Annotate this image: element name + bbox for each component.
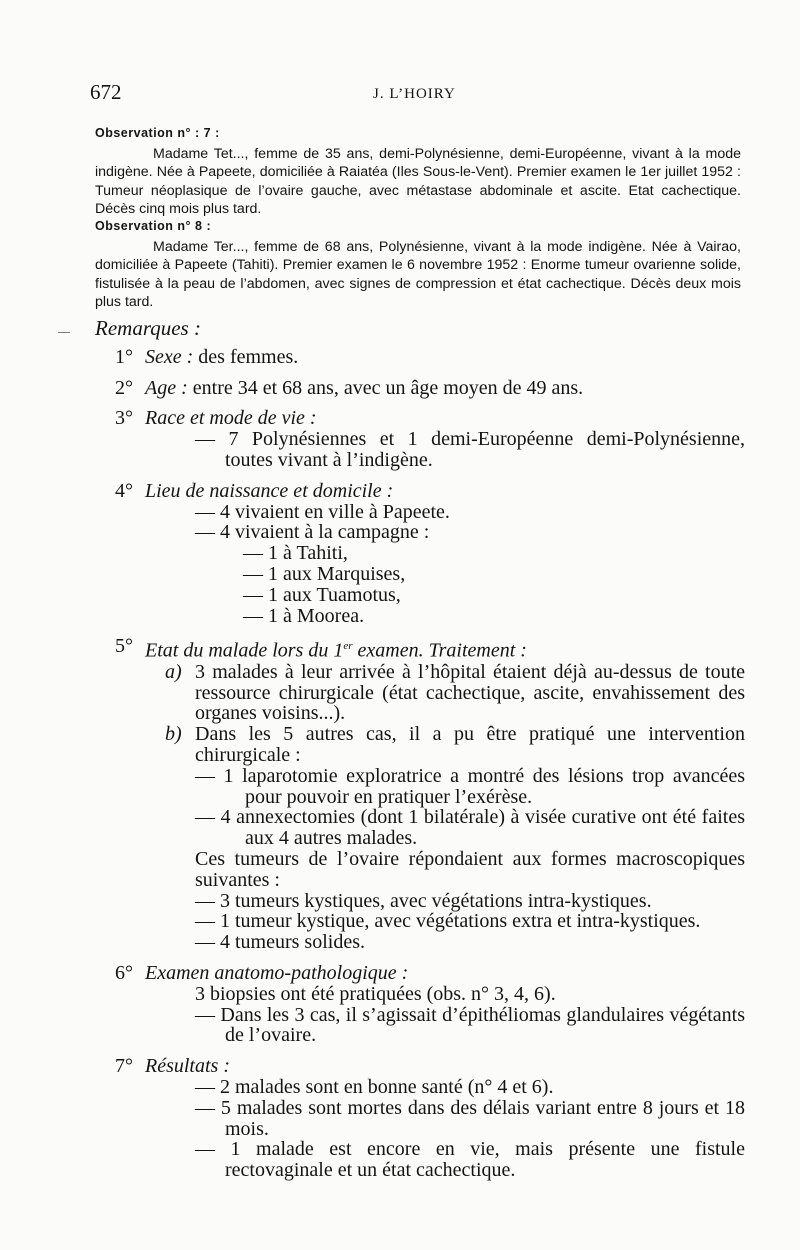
- subitem-label: a): [165, 660, 182, 683]
- observation-text: Madame Tet..., femme de 35 ans, demi-Polynésienne, demi-Européenne, vivant à la mode indigène. Née à Papeete, domiciliée à Raiatéa (Iles Sous-le-Vent). Premier examen le 1er juillet 1952 : Tumeur néoplasique de l’ovaire gauche, avec métastase abdominale et ascite. Etat cachectique. Décès cinq mois plus tard.: [95, 145, 741, 217]
- subitem-a: [115, 662, 745, 724]
- form-line: — 4 tumeurs solides.: [195, 931, 365, 954]
- subitem-label: b): [165, 723, 182, 746]
- item-number: 7°: [115, 1055, 133, 1078]
- item-title: Résultats :: [145, 1055, 230, 1078]
- remarques-heading: Remarques :: [95, 316, 201, 340]
- item-age: [95, 378, 745, 399]
- item-title: Sexe :: [145, 345, 194, 368]
- forms-intro: Ces tumeurs de l’ovaire répondaient aux formes macroscopiques suivantes :: [195, 847, 745, 891]
- observation-8: [95, 217, 741, 312]
- item-subline: — 1 aux Marquises,: [243, 562, 406, 585]
- item-number: 2°: [115, 376, 133, 399]
- subitem-line: — 4 annexectomies (dont 1 bilatérale) à visée curative ont été faites aux 4 autres malades.: [195, 806, 745, 850]
- item-title: Race et mode de vie :: [145, 407, 317, 430]
- form-line: — 1 tumeur kystique, avec végétations extra et intra-kystiques.: [195, 910, 701, 933]
- observation-title: Observation n° 8 :: [95, 219, 212, 233]
- subitem-line: — 1 laparotomie exploratrice a montré des lésions trop avancées pour pouvoir en pratiquer l’exérèse.: [195, 764, 745, 808]
- item-lieu: [95, 481, 745, 627]
- item-line: — 4 vivaient en ville à Papeete.: [195, 500, 450, 523]
- item-number: 4°: [115, 479, 133, 502]
- subitem-b: [115, 724, 745, 953]
- observation-title: Observation n° : 7 :: [95, 126, 220, 140]
- item-number: 6°: [115, 961, 133, 984]
- item-number: 3°: [115, 407, 133, 430]
- item-title: Examen anatomo-pathologique :: [145, 961, 409, 984]
- item-subline: — 1 à Moorea.: [243, 604, 365, 627]
- item-line: — 5 malades sont mortes dans des délais variant entre 8 jours et 18 mois.: [195, 1096, 745, 1140]
- item-line: — 2 malades sont en bonne santé (n° 4 et 6).: [195, 1075, 554, 1098]
- observation-text: Madame Ter..., femme de 68 ans, Polynésienne, vivant à la mode indigène. Née à Vairao, domiciliée à Papeete (Tahiti). Premier examen le 6 novembre 1952 : Enorme tumeur ovarienne solide, fistulisée à la peau de l’abdomen, avec signes de compression et état cachectique. Décès deux mois plus tard.: [95, 238, 741, 310]
- item-number: 5°: [115, 635, 133, 658]
- subitem-text: Dans les 5 autres cas, il a pu être pratiqué une intervention chirurgicale :: [195, 723, 745, 766]
- subitem-text: 3 malades à leur arrivée à l’hôpital étaient déjà au-dessus de toute ressource chirurgicale (état cachectique, ascite, envahissement des organes voisins...).: [195, 660, 745, 725]
- page-header: [90, 80, 750, 110]
- item-subline: — 1 à Tahiti,: [243, 542, 348, 565]
- observation-7: [95, 124, 741, 219]
- item-line: — Dans les 3 cas, il s’agissait d’épithéliomas glandulaires végétants de l’ovaire.: [195, 1003, 745, 1047]
- running-title: J. L’HOIRY: [373, 86, 456, 102]
- form-line: — 3 tumeurs kystiques, avec végétations intra-kystiques.: [195, 889, 652, 912]
- item-line: — 1 malade est encore en vie, mais présente une fistule rectovaginale et un état cachectique.: [195, 1138, 745, 1182]
- item-etat: [95, 636, 745, 953]
- item-line: — 4 vivaient à la campagne :: [195, 521, 430, 544]
- item-line: — 7 Polynésiennes et 1 demi-Européenne demi-Polynésienne, toutes vivant à l’indigène.: [195, 428, 745, 471]
- item-title: Lieu de naissance et domicile :: [145, 479, 394, 502]
- item-line: 3 biopsies ont été pratiquées (obs. n° 3, 4, 6).: [195, 982, 556, 1005]
- item-title: Age :: [145, 376, 188, 399]
- remarques-section: [95, 318, 745, 1181]
- page-number: 672: [90, 80, 122, 104]
- item-sexe: [95, 347, 745, 368]
- item-examen: [95, 963, 745, 1046]
- item-title: Etat du malade lors du 1er examen. Traitement :: [145, 640, 527, 663]
- item-text: des femmes.: [193, 345, 299, 368]
- item-number: 1°: [115, 345, 133, 368]
- item-race: [95, 408, 745, 470]
- item-resultats: [95, 1056, 745, 1181]
- item-text: entre 34 et 68 ans, avec un âge moyen de 49 ans.: [187, 376, 584, 399]
- margin-mark: [58, 332, 70, 333]
- item-subline: — 1 aux Tuamotus,: [243, 583, 401, 606]
